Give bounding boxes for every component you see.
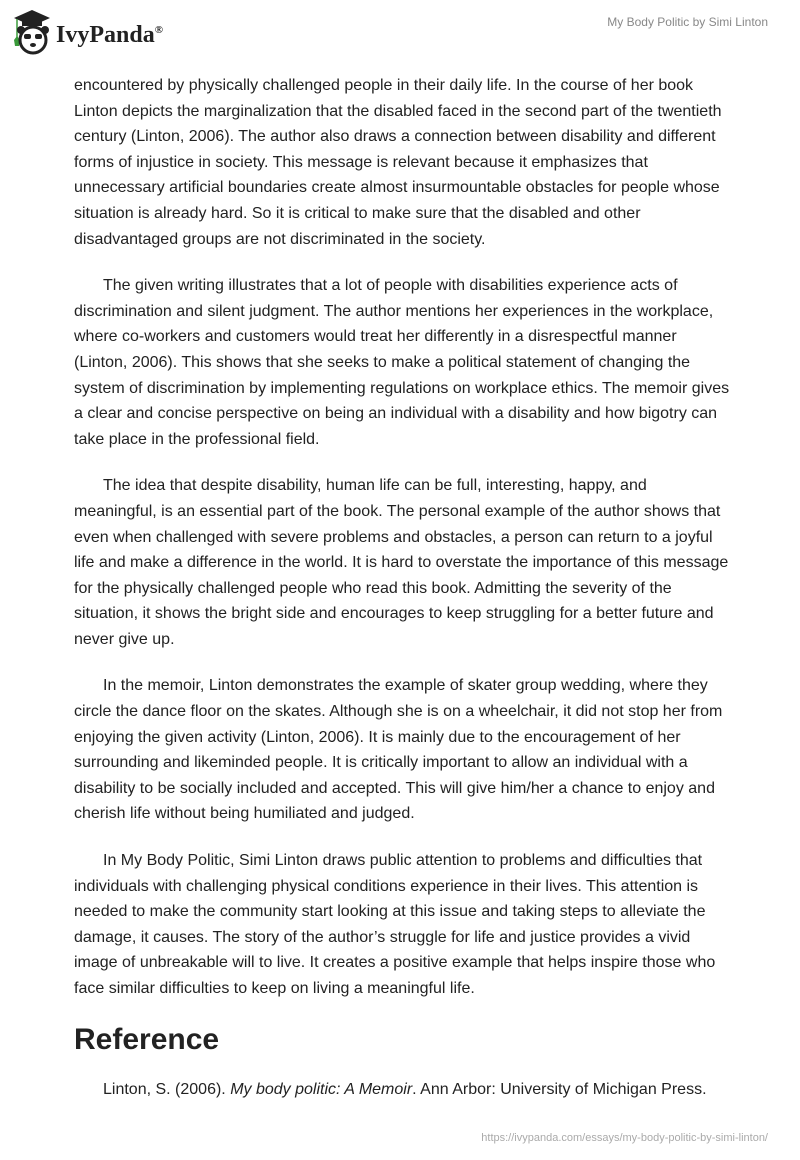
page-header <box>0 0 800 60</box>
paragraph: encountered by physically challenged people in their daily life. In the course of her book Linton depicts the marginalization that the disabled faced in the second part of the twentieth century (Linton, 2006). The author also draws a connection between disability and different forms of injustice in society. This message is relevant because it emphasizes that unnecessary artificial boundaries create almost insurmountable obstacles for people whose situation is already hard. So it is critical to make sure that the disabled and other disadvantaged groups are not discriminated in the society. <box>74 77 722 248</box>
essay-body <box>74 73 730 1123</box>
logo-text: IvyPanda <box>56 21 155 48</box>
paragraph: In My Body Politic, Simi Linton draws public attention to problems and difficulties that individuals with challenging physical conditions experience in their lives. This attention is needed to make the community start looking at this issue and taking steps to alleviate the damage, it causes. The story of the author’s struggle for life and justice provides a vivid image of unbreakable will to live. It creates a positive example that helps inspire those who face similar difficulties to keep on living a meaningful life. <box>74 852 716 997</box>
registered-mark: ® <box>154 23 163 36</box>
document-title: My Body Politic by Simi Linton <box>607 15 768 29</box>
source-url[interactable]: https://ivypanda.com/essays/my-body-politic-by-simi-linton/ <box>481 1132 768 1144</box>
panda-graduate-icon <box>12 8 52 56</box>
paragraph: The idea that despite disability, human life can be full, interesting, happy, and meaningful, is an essential part of the book. The personal example of the author shows that even when challenged with severe problems and obstacles, a person can return to a joyful life and make a difference in the world. It is hard to overstate the importance of this message for the physically challenged people who read this book. Admitting the severity of the situation, it shows the bright side and encourages to keep struggling for a better future and never give up. <box>74 477 729 648</box>
reference-publisher: . Ann Arbor: University of Michigan Press. <box>412 1080 707 1098</box>
paragraph: In the memoir, Linton demonstrates the example of skater group wedding, where they circle the dance floor on the skates. Although she is on a wheelchair, it did not stop her from enjoying the given activity (Linton, 2006). It is mainly due to the encouragement of her surrounding and likeminded people. It is critically important to allow an individual with a disability to be socially included and accepted. This will give him/her a chance to enjoy and cherish life without being humiliated and judged. <box>74 677 723 823</box>
ivypanda-logo[interactable] <box>12 8 163 56</box>
reference-heading: Reference <box>74 1022 220 1056</box>
reference-author: Linton, S. (2006). <box>103 1080 231 1098</box>
paragraph: The given writing illustrates that a lot of people with disabilities experience acts of discrimination and silent judgment. The author mentions her experiences in the workplace, where co-workers and customers would treat her differently in a disrespectful manner (Linton, 2006). This shows that she seeks to make a political statement of changing the system of discrimination by implementing regulations on workplace ethics. The memoir gives a clear and concise perspective on being an individual with a disability and how bigotry can take place in the professional field. <box>74 277 730 448</box>
reference-title: My body politic: A Memoir <box>230 1080 413 1098</box>
reference-entry <box>74 1077 730 1103</box>
